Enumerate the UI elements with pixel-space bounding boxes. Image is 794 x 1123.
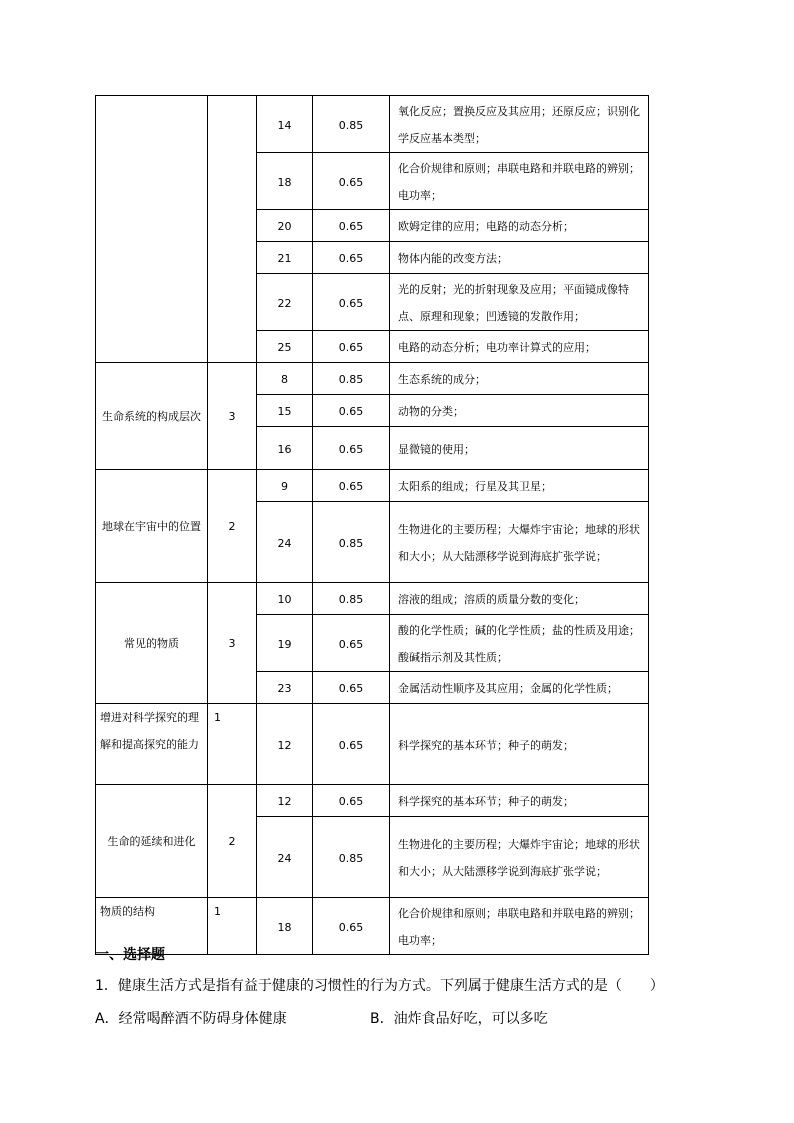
- table-row: [96, 785, 649, 817]
- question-number-cell: 24: [257, 817, 313, 898]
- question-number-cell: 20: [257, 210, 313, 242]
- question-number-cell: 23: [257, 672, 313, 704]
- difficulty-cell: 0.65: [313, 331, 390, 363]
- question-number-cell: 22: [257, 274, 313, 331]
- count-cell: [208, 96, 257, 363]
- difficulty-cell: 0.65: [313, 395, 390, 427]
- difficulty-cell: 0.65: [313, 427, 390, 470]
- question-number-cell: 10: [257, 583, 313, 615]
- difficulty-cell: 0.65: [313, 274, 390, 331]
- knowledge-point-cell: 氧化反应；置换反应及其应用；还原反应；识别化学反应基本类型；: [390, 96, 649, 153]
- knowledge-point-cell: 显微镜的使用；: [390, 427, 649, 470]
- knowledge-point-cell: 生态系统的成分；: [390, 363, 649, 395]
- difficulty-cell: 0.85: [313, 583, 390, 615]
- knowledge-point-table: [95, 95, 649, 955]
- difficulty-cell: 0.85: [313, 363, 390, 395]
- topic-cell: 地球在宇宙中的位置: [96, 470, 208, 583]
- option-b: B．油炸食品好吃，可以多吃: [370, 1011, 548, 1027]
- table-row: [96, 898, 649, 955]
- difficulty-cell: 0.65: [313, 672, 390, 704]
- count-cell: 3: [208, 583, 257, 704]
- difficulty-cell: 0.65: [313, 785, 390, 817]
- topic-cell: [96, 96, 208, 363]
- question-number-cell: 15: [257, 395, 313, 427]
- knowledge-point-cell: 酸的化学性质；碱的化学性质；盐的性质及用途；酸碱指示剂及其性质；: [390, 615, 649, 672]
- question-number-cell: 18: [257, 153, 313, 210]
- question-number-cell: 8: [257, 363, 313, 395]
- knowledge-point-cell: 电路的动态分析；电功率计算式的应用；: [390, 331, 649, 363]
- count-cell: 1: [208, 898, 257, 955]
- topic-cell: 生命系统的构成层次: [96, 363, 208, 470]
- difficulty-cell: 0.65: [313, 898, 390, 955]
- difficulty-cell: 0.85: [313, 817, 390, 898]
- topic-cell: 生命的延续和进化: [96, 785, 208, 898]
- question-number-cell: 19: [257, 615, 313, 672]
- knowledge-point-cell: 化合价规律和原则；串联电路和并联电路的辨别；电功率；: [390, 153, 649, 210]
- topic-cell: 常见的物质: [96, 583, 208, 704]
- knowledge-point-cell: 物体内能的改变方法；: [390, 242, 649, 274]
- question-number-cell: 12: [257, 785, 313, 817]
- question-number-cell: 25: [257, 331, 313, 363]
- question-number-cell: 21: [257, 242, 313, 274]
- knowledge-point-cell: 科学探究的基本环节；种子的萌发；: [390, 704, 649, 785]
- question-number-cell: 12: [257, 704, 313, 785]
- question-number-cell: 18: [257, 898, 313, 955]
- knowledge-point-cell: 欧姆定律的应用；电路的动态分析；: [390, 210, 649, 242]
- topic-cell: 增进对科学探究的理解和提高探究的能力: [96, 704, 208, 785]
- knowledge-point-cell: 生物进化的主要历程；大爆炸宇宙论；地球的形状和大小；从大陆漂移学说到海底扩张学说；: [390, 502, 649, 583]
- topic-cell: 物质的结构: [96, 898, 208, 955]
- difficulty-cell: 0.65: [313, 242, 390, 274]
- option-a: A．经常喝醉酒不防碍身体健康: [95, 1011, 287, 1027]
- question-text: 1．健康生活方式是指有益于健康的习惯性的行为方式。下列属于健康生活方式的是（ ）: [95, 978, 664, 994]
- table-row: [96, 96, 649, 153]
- difficulty-cell: 0.85: [313, 502, 390, 583]
- table-row: [96, 470, 649, 502]
- knowledge-point-cell: 化合价规律和原则；串联电路和并联电路的辨别；电功率；: [390, 898, 649, 955]
- question-number-cell: 14: [257, 96, 313, 153]
- table-row: [96, 583, 649, 615]
- difficulty-cell: 0.65: [313, 615, 390, 672]
- section-heading: 一、选择题: [95, 947, 165, 963]
- difficulty-cell: 0.65: [313, 210, 390, 242]
- difficulty-cell: 0.65: [313, 704, 390, 785]
- table-row: [96, 363, 649, 395]
- knowledge-point-cell: 太阳系的组成；行星及其卫星；: [390, 470, 649, 502]
- question-number-cell: 9: [257, 470, 313, 502]
- knowledge-point-cell: 金属活动性顺序及其应用；金属的化学性质；: [390, 672, 649, 704]
- count-cell: 1: [208, 704, 257, 785]
- knowledge-point-cell: 科学探究的基本环节；种子的萌发；: [390, 785, 649, 817]
- table-body: [96, 96, 649, 955]
- knowledge-point-cell: 动物的分类；: [390, 395, 649, 427]
- question-number-cell: 16: [257, 427, 313, 470]
- count-cell: 2: [208, 470, 257, 583]
- difficulty-cell: 0.65: [313, 153, 390, 210]
- difficulty-cell: 0.85: [313, 96, 390, 153]
- knowledge-point-cell: 光的反射；光的折射现象及应用；平面镜成像特点、原理和现象；凹透镜的发散作用；: [390, 274, 649, 331]
- count-cell: 2: [208, 785, 257, 898]
- difficulty-cell: 0.65: [313, 470, 390, 502]
- count-cell: 3: [208, 363, 257, 470]
- knowledge-point-cell: 生物进化的主要历程；大爆炸宇宙论；地球的形状和大小；从大陆漂移学说到海底扩张学说；: [390, 817, 649, 898]
- table-row: [96, 704, 649, 785]
- question-number-cell: 24: [257, 502, 313, 583]
- knowledge-point-cell: 溶液的组成；溶质的质量分数的变化；: [390, 583, 649, 615]
